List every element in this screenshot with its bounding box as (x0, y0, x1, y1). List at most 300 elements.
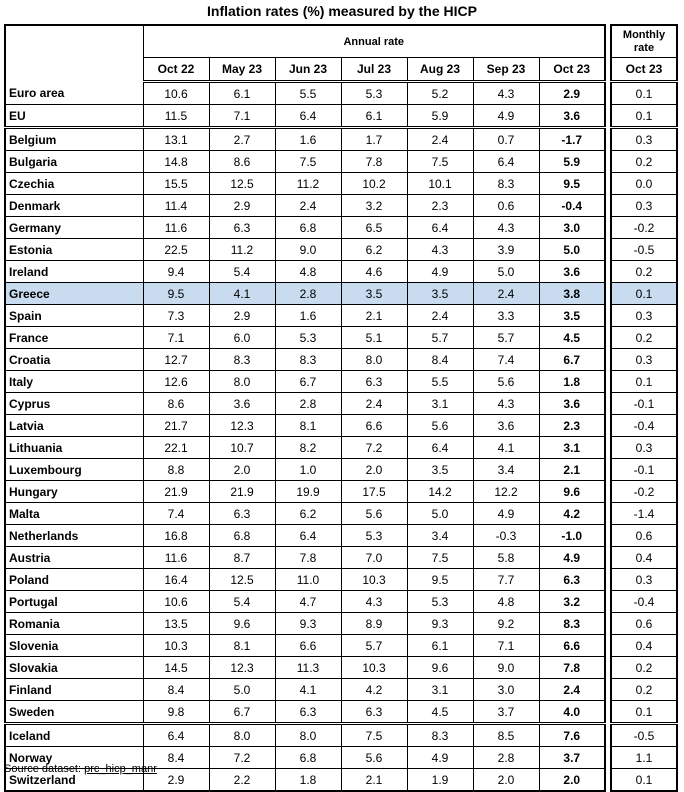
annual-rate-value: 6.3 (539, 569, 605, 591)
annual-rate-value: 0.6 (473, 195, 539, 217)
annual-rate-value: 5.0 (473, 261, 539, 283)
annual-rate-value: 5.5 (407, 371, 473, 393)
annual-rate-value: 8.3 (209, 349, 275, 371)
monthly-rate-value: 0.2 (611, 679, 677, 701)
country-name: Iceland (5, 724, 143, 747)
annual-rate-value: 3.6 (209, 393, 275, 415)
annual-rate-value: 5.6 (407, 415, 473, 437)
annual-rate-value: 7.8 (275, 547, 341, 569)
monthly-rate-value: 0.3 (611, 437, 677, 459)
header-row-1 (5, 25, 677, 58)
annual-rate-value: 4.1 (473, 437, 539, 459)
table-row (5, 371, 677, 393)
annual-rate-value: 3.4 (407, 525, 473, 547)
monthly-rate-value: 0.1 (611, 769, 677, 792)
annual-rate-value: 8.3 (473, 173, 539, 195)
annual-rate-value: 3.2 (539, 591, 605, 613)
annual-rate-value: 8.4 (407, 349, 473, 371)
annual-rate-value: 2.9 (209, 305, 275, 327)
annual-rate-value: 11.6 (143, 547, 209, 569)
annual-rate-value: 21.7 (143, 415, 209, 437)
annual-rate-value: 6.6 (341, 415, 407, 437)
country-name: Portugal (5, 591, 143, 613)
annual-rate-value: 2.0 (473, 769, 539, 792)
table-row (5, 151, 677, 173)
annual-rate-value: 3.5 (539, 305, 605, 327)
monthly-rate-value: 0.6 (611, 525, 677, 547)
annual-rate-value: 5.3 (341, 525, 407, 547)
column-header: Jul 23 (341, 58, 407, 82)
annual-rate-value: 3.4 (473, 459, 539, 481)
annual-rate-value: 2.4 (473, 283, 539, 305)
annual-rate-value: 11.2 (209, 239, 275, 261)
annual-rate-value: 9.6 (407, 657, 473, 679)
annual-rate-value: 2.2 (209, 769, 275, 792)
annual-rate-value: 8.1 (209, 635, 275, 657)
annual-rate-value: 4.3 (341, 591, 407, 613)
annual-rate-value: 9.3 (275, 613, 341, 635)
annual-rate-value: 9.4 (143, 261, 209, 283)
annual-rate-value: 4.5 (407, 701, 473, 724)
country-name: Ireland (5, 261, 143, 283)
annual-rate-value: 7.3 (143, 305, 209, 327)
annual-rate-value: 22.5 (143, 239, 209, 261)
table-row (5, 525, 677, 547)
country-name: Norway (5, 747, 143, 769)
annual-rate-value: 16.4 (143, 569, 209, 591)
header-corner (5, 25, 143, 82)
annual-rate-value: 6.8 (275, 217, 341, 239)
annual-rate-value: 3.1 (407, 393, 473, 415)
annual-rate-value: 14.2 (407, 481, 473, 503)
annual-rate-value: 10.3 (341, 569, 407, 591)
annual-rate-value: 15.5 (143, 173, 209, 195)
annual-rate-value: -0.4 (539, 195, 605, 217)
annual-rate-value: 4.9 (539, 547, 605, 569)
annual-rate-value: 8.2 (275, 437, 341, 459)
table-row (5, 701, 677, 724)
annual-rate-value: 9.8 (143, 701, 209, 724)
monthly-rate-value: 0.4 (611, 635, 677, 657)
annual-rate-value: 6.7 (209, 701, 275, 724)
monthly-rate-header: Monthly rate (611, 25, 677, 58)
country-name: Germany (5, 217, 143, 239)
annual-rate-value: 7.8 (539, 657, 605, 679)
annual-rate-value: 3.8 (539, 283, 605, 305)
annual-rate-value: 2.4 (407, 128, 473, 151)
annual-rate-value: 5.7 (407, 327, 473, 349)
annual-rate-value: 2.9 (539, 82, 605, 105)
table-row (5, 128, 677, 151)
country-name: Hungary (5, 481, 143, 503)
monthly-rate-value: 0.3 (611, 195, 677, 217)
annual-rate-value: 5.7 (341, 635, 407, 657)
annual-rate-value: 6.3 (341, 701, 407, 724)
annual-rate-value: 8.7 (209, 547, 275, 569)
table-row (5, 503, 677, 525)
annual-rate-value: 4.3 (473, 217, 539, 239)
annual-rate-value: 8.4 (143, 679, 209, 701)
annual-rate-value: 3.1 (407, 679, 473, 701)
annual-rate-value: 1.7 (341, 128, 407, 151)
column-header: Aug 23 (407, 58, 473, 82)
country-name: Spain (5, 305, 143, 327)
annual-rate-value: 3.6 (539, 261, 605, 283)
annual-rate-value: 6.1 (341, 105, 407, 128)
annual-rate-value: 6.2 (275, 503, 341, 525)
annual-rate-value: 6.8 (275, 747, 341, 769)
annual-rate-value: -1.0 (539, 525, 605, 547)
annual-rate-value: 4.0 (539, 701, 605, 724)
annual-rate-value: 13.5 (143, 613, 209, 635)
annual-rate-value: 2.3 (407, 195, 473, 217)
column-header: Oct 23 (539, 58, 605, 82)
annual-rate-value: 2.9 (143, 769, 209, 792)
annual-rate-value: 7.4 (143, 503, 209, 525)
monthly-rate-value: 0.0 (611, 173, 677, 195)
country-name: Malta (5, 503, 143, 525)
annual-rate-value: 0.7 (473, 128, 539, 151)
annual-rate-value: 6.1 (209, 82, 275, 105)
country-name: France (5, 327, 143, 349)
monthly-rate-value: -0.4 (611, 591, 677, 613)
column-header: May 23 (209, 58, 275, 82)
annual-rate-header: Annual rate (143, 25, 605, 58)
annual-rate-value: 5.9 (539, 151, 605, 173)
annual-rate-value: 6.0 (209, 327, 275, 349)
country-name: Euro area (5, 82, 143, 105)
annual-rate-value: 12.3 (209, 415, 275, 437)
annual-rate-value: 10.2 (341, 173, 407, 195)
annual-rate-value: 3.9 (473, 239, 539, 261)
column-header: Oct 22 (143, 58, 209, 82)
table-row (5, 679, 677, 701)
annual-rate-value: 6.7 (539, 349, 605, 371)
table-row (5, 459, 677, 481)
annual-rate-value: 4.9 (473, 105, 539, 128)
annual-rate-value: 14.8 (143, 151, 209, 173)
annual-rate-value: 8.4 (143, 747, 209, 769)
annual-rate-value: 3.3 (473, 305, 539, 327)
monthly-rate-value: -1.4 (611, 503, 677, 525)
annual-rate-value: 7.0 (341, 547, 407, 569)
country-name: Bulgaria (5, 151, 143, 173)
annual-rate-value: 16.8 (143, 525, 209, 547)
annual-rate-value: 13.1 (143, 128, 209, 151)
table-row (5, 437, 677, 459)
annual-rate-value: 12.3 (209, 657, 275, 679)
annual-rate-value: 11.5 (143, 105, 209, 128)
annual-rate-value: -1.7 (539, 128, 605, 151)
annual-rate-value: 2.1 (341, 769, 407, 792)
annual-rate-value: 8.8 (143, 459, 209, 481)
annual-rate-value: 7.1 (473, 635, 539, 657)
annual-rate-value: 2.4 (341, 393, 407, 415)
annual-rate-value: 6.6 (539, 635, 605, 657)
annual-rate-value: 6.1 (407, 635, 473, 657)
annual-rate-value: 7.5 (275, 151, 341, 173)
table-row (5, 724, 677, 747)
annual-rate-value: 2.1 (341, 305, 407, 327)
table-row (5, 239, 677, 261)
source-dataset (4, 763, 157, 775)
table-row (5, 327, 677, 349)
annual-rate-value: 4.1 (209, 283, 275, 305)
annual-rate-value: 5.1 (341, 327, 407, 349)
annual-rate-value: 7.5 (407, 151, 473, 173)
monthly-rate-value: 0.1 (611, 82, 677, 105)
annual-rate-value: 8.0 (209, 371, 275, 393)
table-row (5, 415, 677, 437)
country-name: Luxembourg (5, 459, 143, 481)
table-row (5, 393, 677, 415)
monthly-rate-value: -0.5 (611, 724, 677, 747)
country-name: Latvia (5, 415, 143, 437)
country-name: Croatia (5, 349, 143, 371)
annual-rate-value: 5.2 (407, 82, 473, 105)
annual-rate-value: 8.0 (341, 349, 407, 371)
annual-rate-value: 10.6 (143, 82, 209, 105)
annual-rate-value: 3.5 (341, 283, 407, 305)
table-row (5, 305, 677, 327)
country-name: Greece (5, 283, 143, 305)
annual-rate-value: 1.8 (539, 371, 605, 393)
annual-rate-value: 4.9 (407, 261, 473, 283)
annual-rate-value: 3.5 (407, 283, 473, 305)
annual-rate-value: 21.9 (143, 481, 209, 503)
annual-rate-value: 9.0 (275, 239, 341, 261)
country-name: Lithuania (5, 437, 143, 459)
annual-rate-value: 3.6 (539, 105, 605, 128)
annual-rate-value: 2.8 (275, 393, 341, 415)
annual-rate-value: 6.2 (341, 239, 407, 261)
annual-rate-value: 8.6 (143, 393, 209, 415)
monthly-rate-value: 0.6 (611, 613, 677, 635)
annual-rate-value: 9.5 (539, 173, 605, 195)
monthly-rate-value: 0.3 (611, 305, 677, 327)
table-row (5, 657, 677, 679)
column-header: Jun 23 (275, 58, 341, 82)
table-row (5, 349, 677, 371)
annual-rate-value: 2.0 (209, 459, 275, 481)
monthly-rate-value: 0.1 (611, 701, 677, 724)
annual-rate-value: 12.2 (473, 481, 539, 503)
annual-rate-value: 19.9 (275, 481, 341, 503)
monthly-rate-value: -0.2 (611, 217, 677, 239)
table-row (5, 547, 677, 569)
annual-rate-value: 11.4 (143, 195, 209, 217)
annual-rate-value: 5.7 (473, 327, 539, 349)
country-name: Finland (5, 679, 143, 701)
annual-rate-value: 5.4 (209, 591, 275, 613)
annual-rate-value: 4.3 (473, 393, 539, 415)
annual-rate-value: 9.5 (407, 569, 473, 591)
annual-rate-value: 5.5 (275, 82, 341, 105)
annual-rate-value: 4.2 (341, 679, 407, 701)
annual-rate-value: 5.6 (473, 371, 539, 393)
annual-rate-value: 5.4 (209, 261, 275, 283)
annual-rate-value: 5.3 (407, 591, 473, 613)
country-name: EU (5, 105, 143, 128)
annual-rate-value: 3.0 (539, 217, 605, 239)
table-row (5, 591, 677, 613)
monthly-rate-value: 1.1 (611, 747, 677, 769)
annual-rate-value: 7.1 (209, 105, 275, 128)
annual-rate-value: 3.1 (539, 437, 605, 459)
annual-rate-value: 6.3 (341, 371, 407, 393)
annual-rate-value: 7.1 (143, 327, 209, 349)
annual-rate-value: 7.5 (341, 724, 407, 747)
table-row (5, 217, 677, 239)
annual-rate-value: 6.8 (209, 525, 275, 547)
annual-rate-value: 3.7 (539, 747, 605, 769)
source-label: Source dataset: (4, 763, 85, 775)
annual-rate-value: 6.4 (275, 105, 341, 128)
hicp-table (4, 24, 678, 792)
annual-rate-value: 4.9 (473, 503, 539, 525)
annual-rate-value: 2.3 (539, 415, 605, 437)
country-name: Italy (5, 371, 143, 393)
table-row (5, 635, 677, 657)
annual-rate-value: 1.9 (407, 769, 473, 792)
annual-rate-value: 9.6 (209, 613, 275, 635)
annual-rate-value: 8.3 (407, 724, 473, 747)
annual-rate-value: 10.7 (209, 437, 275, 459)
annual-rate-value: 11.6 (143, 217, 209, 239)
country-name: Czechia (5, 173, 143, 195)
annual-rate-value: 9.5 (143, 283, 209, 305)
annual-rate-value: 6.6 (275, 635, 341, 657)
table-row (5, 481, 677, 503)
annual-rate-value: 3.0 (473, 679, 539, 701)
annual-rate-value: 7.4 (473, 349, 539, 371)
annual-rate-value: 10.1 (407, 173, 473, 195)
annual-rate-value: 12.7 (143, 349, 209, 371)
annual-rate-value: 6.5 (341, 217, 407, 239)
annual-rate-value: 1.6 (275, 128, 341, 151)
country-name: Slovenia (5, 635, 143, 657)
annual-rate-value: 4.5 (539, 327, 605, 349)
annual-rate-value: 21.9 (209, 481, 275, 503)
annual-rate-value: 9.3 (407, 613, 473, 635)
annual-rate-value: 7.7 (473, 569, 539, 591)
annual-rate-value: 8.5 (473, 724, 539, 747)
annual-rate-value: 11.3 (275, 657, 341, 679)
annual-rate-value: -0.3 (473, 525, 539, 547)
annual-rate-value: 3.2 (341, 195, 407, 217)
annual-rate-value: 3.6 (539, 393, 605, 415)
monthly-rate-value: 0.2 (611, 657, 677, 679)
annual-rate-value: 6.3 (209, 217, 275, 239)
column-header-monthly: Oct 23 (611, 58, 677, 82)
monthly-rate-value: -0.1 (611, 393, 677, 415)
annual-rate-value: 1.6 (275, 305, 341, 327)
annual-rate-value: 3.6 (473, 415, 539, 437)
monthly-rate-value: 0.2 (611, 151, 677, 173)
monthly-rate-value: -0.4 (611, 415, 677, 437)
annual-rate-value: 5.0 (539, 239, 605, 261)
annual-rate-value: 8.0 (275, 724, 341, 747)
annual-rate-value: 9.6 (539, 481, 605, 503)
annual-rate-value: 5.9 (407, 105, 473, 128)
annual-rate-value: 8.9 (341, 613, 407, 635)
country-name: Estonia (5, 239, 143, 261)
monthly-rate-value: -0.2 (611, 481, 677, 503)
monthly-rate-value: 0.3 (611, 569, 677, 591)
annual-rate-value: 6.4 (407, 437, 473, 459)
table-row (5, 283, 677, 305)
country-name: Cyprus (5, 393, 143, 415)
annual-rate-value: 7.2 (341, 437, 407, 459)
annual-rate-value: 5.0 (209, 679, 275, 701)
annual-rate-value: 6.4 (143, 724, 209, 747)
monthly-rate-value: 0.1 (611, 371, 677, 393)
annual-rate-value: 9.0 (473, 657, 539, 679)
annual-rate-value: 7.5 (407, 547, 473, 569)
source-link[interactable]: prc_hicp_manr (84, 763, 157, 775)
table-row (5, 261, 677, 283)
annual-rate-value: 8.0 (209, 724, 275, 747)
annual-rate-value: 4.3 (473, 82, 539, 105)
annual-rate-value: 4.6 (341, 261, 407, 283)
annual-rate-value: 5.3 (275, 327, 341, 349)
annual-rate-value: 5.3 (341, 82, 407, 105)
country-name: Romania (5, 613, 143, 635)
table-row (5, 613, 677, 635)
annual-rate-value: 7.2 (209, 747, 275, 769)
annual-rate-value: 22.1 (143, 437, 209, 459)
country-name: Switzerland (5, 769, 143, 792)
country-name: Denmark (5, 195, 143, 217)
annual-rate-value: 6.4 (407, 217, 473, 239)
annual-rate-value: 4.7 (275, 591, 341, 613)
table-row (5, 105, 677, 128)
annual-rate-value: 6.4 (275, 525, 341, 547)
annual-rate-value: 12.5 (209, 569, 275, 591)
annual-rate-value: 4.2 (539, 503, 605, 525)
country-name: Belgium (5, 128, 143, 151)
annual-rate-value: 10.3 (341, 657, 407, 679)
annual-rate-value: 12.5 (209, 173, 275, 195)
annual-rate-value: 10.3 (143, 635, 209, 657)
monthly-rate-value: -0.5 (611, 239, 677, 261)
annual-rate-value: 2.0 (341, 459, 407, 481)
annual-rate-value: 2.8 (473, 747, 539, 769)
table-title: Inflation rates (%) measured by the HICP (207, 3, 477, 19)
monthly-rate-value: 0.4 (611, 547, 677, 569)
monthly-rate-value: -0.1 (611, 459, 677, 481)
annual-rate-value: 5.0 (407, 503, 473, 525)
annual-rate-value: 2.8 (275, 283, 341, 305)
annual-rate-value: 6.3 (275, 701, 341, 724)
annual-rate-value: 2.9 (209, 195, 275, 217)
annual-rate-value: 4.8 (473, 591, 539, 613)
monthly-rate-value: 0.1 (611, 283, 677, 305)
monthly-rate-value: 0.3 (611, 349, 677, 371)
annual-rate-value: 1.8 (275, 769, 341, 792)
annual-rate-value: 10.6 (143, 591, 209, 613)
annual-rate-value: 2.4 (539, 679, 605, 701)
annual-rate-value: 6.7 (275, 371, 341, 393)
annual-rate-value: 8.6 (209, 151, 275, 173)
country-name: Netherlands (5, 525, 143, 547)
monthly-rate-value: 0.1 (611, 105, 677, 128)
annual-rate-value: 2.4 (407, 305, 473, 327)
annual-rate-value: 2.0 (539, 769, 605, 792)
annual-rate-value: 6.3 (209, 503, 275, 525)
annual-rate-value: 11.0 (275, 569, 341, 591)
country-name: Poland (5, 569, 143, 591)
